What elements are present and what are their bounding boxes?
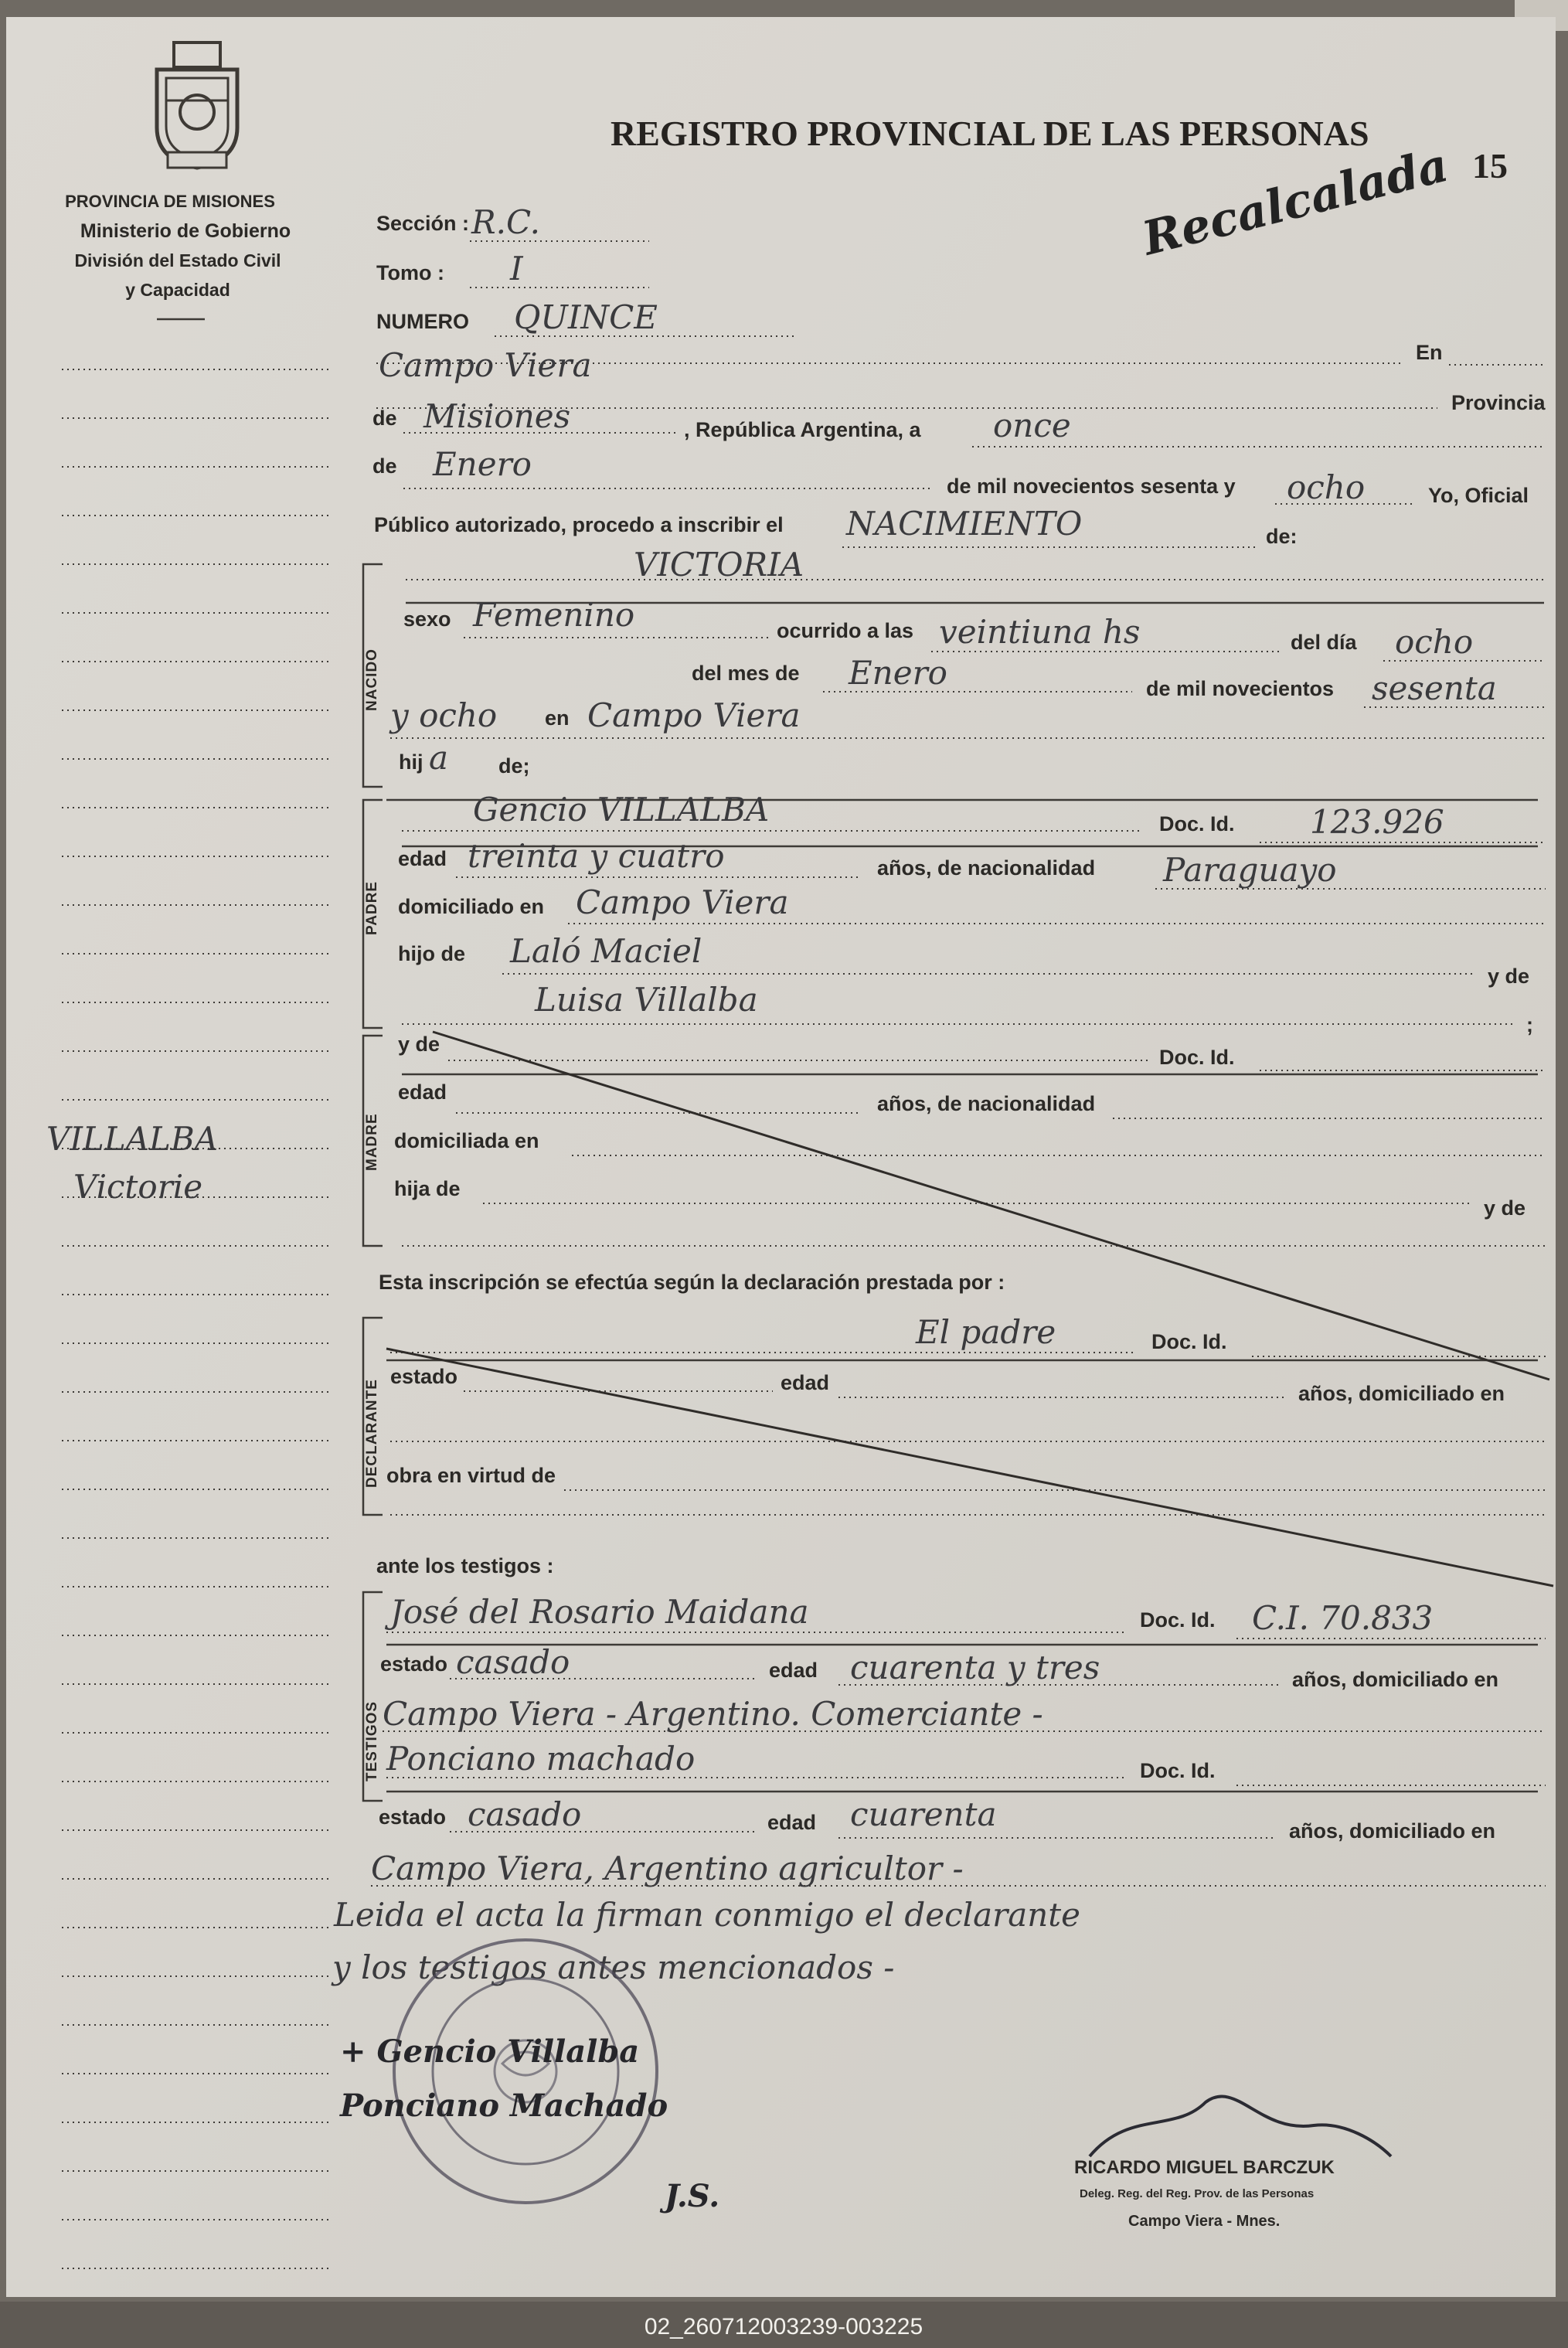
- hora-value: veintiuna hs: [939, 613, 1141, 651]
- testigo2-nombre-value: Ponciano machado: [386, 1740, 696, 1778]
- madre-doc-label: Doc. Id.: [1159, 1046, 1235, 1069]
- image-filename-label: 02_260712003239-003225: [644, 2314, 923, 2339]
- padre-section-label: PADRE: [364, 880, 380, 935]
- testigo1-nombre-value: José del Rosario Maidana: [390, 1593, 809, 1631]
- madre-dom-label: domiciliada en: [394, 1129, 539, 1152]
- testigo1-edad-label: edad: [769, 1659, 818, 1682]
- en-label-2: en: [545, 706, 570, 730]
- declarante-estado-label: estado: [390, 1365, 458, 1388]
- provincia-label: Provincia: [1451, 391, 1546, 414]
- seccion-label: Sección :: [376, 212, 470, 235]
- oficial-label: Yo, Oficial: [1428, 484, 1529, 507]
- padre-nombre-value: Gencio VILLALBA: [473, 791, 770, 829]
- tomo-label: Tomo :: [376, 261, 444, 284]
- mes-label: del mes de: [692, 662, 800, 685]
- testigo1-edad-value: cuarenta y tres: [850, 1649, 1100, 1686]
- padre-yde-label: y de: [1488, 965, 1530, 988]
- padre-nac-value: Paraguayo: [1163, 851, 1337, 889]
- sexo-value: Femenino: [473, 596, 635, 634]
- leida-line-1: Leida el acta la firman conmigo el declarante: [334, 1896, 1081, 1934]
- mes-value: Enero: [433, 445, 532, 483]
- ocurrido-label: ocurrido a las: [777, 619, 914, 642]
- mes-nacimiento-value: Enero: [849, 654, 947, 692]
- en-label: En: [1416, 341, 1443, 364]
- agency-line-2: Ministerio de Gobierno: [80, 220, 291, 242]
- testigo1-estado-value: casado: [456, 1643, 570, 1681]
- madre-nac-label: años, de nacionalidad: [877, 1092, 1096, 1115]
- testigos-section-label: TESTIGOS: [364, 1700, 380, 1781]
- declarante-dom-label: años, domiciliado en: [1298, 1382, 1505, 1405]
- declarante-obra-label: obra en virtud de: [386, 1464, 556, 1487]
- top-signature: Recalcalada: [1137, 138, 1454, 267]
- padre-doc-label: Doc. Id.: [1159, 812, 1235, 835]
- anio2-nacimiento-value: y ocho: [390, 696, 498, 734]
- padre-semicolon: ;: [1526, 1013, 1533, 1036]
- dia-letras-value: once: [993, 407, 1071, 444]
- signature-third: J.S.: [665, 2178, 720, 2214]
- de-colon-label: de:: [1266, 525, 1298, 548]
- signature-testigo: Ponciano Machado: [340, 2088, 668, 2124]
- testigo2-dom-label: años, domiciliado en: [1289, 1819, 1496, 1843]
- nacido-section-label: NACIDO: [364, 648, 380, 711]
- hij-label: hij: [399, 750, 423, 774]
- mil-label: de mil novecientos: [1146, 677, 1335, 700]
- testigo2-doc-label: Doc. Id.: [1140, 1759, 1216, 1782]
- declarante-section-label: DECLARANTE: [364, 1379, 380, 1488]
- dia-nacimiento-value: ocho: [1395, 623, 1474, 661]
- leida-line-2: y los testigos antes mencionados -: [332, 1948, 895, 1986]
- padre-hijo-label: hijo de: [398, 942, 465, 965]
- agency-line-3: División del Estado Civil: [74, 250, 281, 271]
- margin-note-given-name: Victorie: [73, 1168, 203, 1206]
- agency-line-4: y Capacidad: [125, 280, 230, 300]
- lugar-nacimiento-value: Campo Viera: [587, 696, 801, 734]
- madre-edad-label: edad: [398, 1080, 447, 1104]
- testigo2-edad-value: cuarenta: [850, 1795, 997, 1833]
- madre-section-label: MADRE: [364, 1113, 380, 1171]
- testigo1-estado-label: estado: [380, 1652, 448, 1676]
- declarante-intro: Esta inscripción se efectúa según la declaración prestada por :: [379, 1271, 1005, 1294]
- numero-label: NUMERO: [376, 310, 469, 333]
- officer-name: RICARDO MIGUEL BARCZUK: [1074, 2157, 1335, 2178]
- numero-value: QUINCE: [514, 298, 658, 336]
- lugar-value: Campo Viera: [379, 346, 592, 384]
- acto-value: NACIMIENTO: [846, 505, 1083, 543]
- padre-doc-value: 123.926: [1310, 803, 1444, 841]
- testigo2-edad-label: edad: [767, 1811, 817, 1834]
- declarante-nombre-value: El padre: [916, 1313, 1056, 1351]
- signature-declarante: + Gencio Villalba: [340, 2033, 640, 2070]
- page-title: REGISTRO PROVINCIAL DE LAS PERSONAS: [611, 114, 1369, 153]
- nacido-nombre-value: VICTORIA: [634, 546, 804, 584]
- del-dia-label: del día: [1291, 631, 1357, 654]
- hij-de-label: de;: [498, 754, 530, 778]
- officer-place: Campo Viera - Mnes.: [1128, 2213, 1281, 2230]
- agency-line-1: PROVINCIA DE MISIONES: [65, 192, 275, 211]
- padre-edad-label: edad: [398, 847, 447, 870]
- de-label-2: de: [372, 454, 397, 478]
- testigo1-dom-label: años, domiciliado en: [1292, 1668, 1499, 1691]
- testigo1-doc-value: C.I. 70.833: [1252, 1599, 1434, 1637]
- madre-hija-label: hija de: [394, 1177, 461, 1200]
- madre-yde2-label: y de: [1484, 1196, 1526, 1220]
- padre-edad-value: treinta y cuatro: [468, 837, 725, 875]
- margin-note-surname: VILLALBA: [46, 1120, 219, 1158]
- testigo2-estado-label: estado: [379, 1805, 447, 1829]
- officer-title: Deleg. Reg. del Reg. Prov. de las Personas: [1080, 2187, 1315, 2200]
- anio-label: de mil novecientos sesenta y: [947, 475, 1236, 498]
- hij-suffix: a: [429, 739, 449, 777]
- padre-madre-value: Luisa Villalba: [535, 981, 758, 1019]
- publico-label: Público autorizado, procedo a inscribir el: [374, 513, 784, 536]
- anio-value: ocho: [1287, 468, 1366, 506]
- anio-nacimiento-value: sesenta: [1372, 669, 1497, 707]
- testigos-intro: ante los testigos :: [376, 1554, 554, 1577]
- padre-dom-value: Campo Viera: [576, 883, 789, 921]
- testigo1-dom-value: Campo Viera - Argentino. Comerciante -: [383, 1695, 1043, 1733]
- declarante-doc-label: Doc. Id.: [1151, 1330, 1227, 1353]
- declarante-edad-label: edad: [781, 1371, 830, 1394]
- de-label: de: [372, 407, 397, 430]
- sexo-label: sexo: [403, 607, 451, 631]
- page-number: 15: [1472, 146, 1508, 185]
- tomo-value: I: [510, 250, 523, 288]
- provincia-value: Misiones: [423, 397, 571, 435]
- padre-hijo-value: Laló Maciel: [510, 932, 702, 970]
- republica-label: , República Argentina, a: [684, 418, 921, 441]
- padre-dom-label: domiciliado en: [398, 895, 545, 918]
- testigo2-estado-value: casado: [468, 1795, 582, 1833]
- seccion-value: R.C.: [471, 203, 540, 241]
- madre-yde-label: y de: [398, 1033, 440, 1056]
- testigo1-doc-label: Doc. Id.: [1140, 1608, 1216, 1632]
- testigo2-dom-value: Campo Viera, Argentino agricultor -: [371, 1849, 964, 1887]
- padre-nac-label: años, de nacionalidad: [877, 856, 1096, 880]
